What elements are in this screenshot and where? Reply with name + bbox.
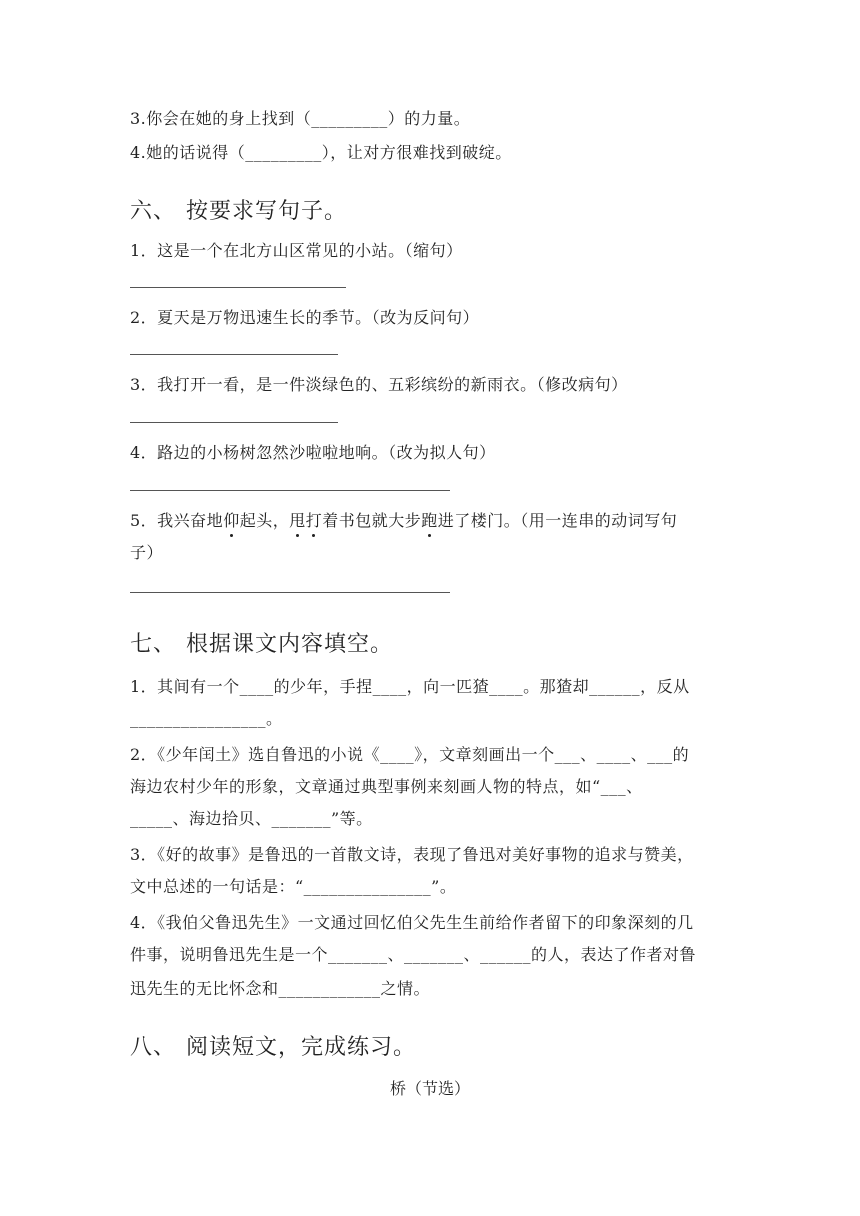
- emphasis-char: 仰: [223, 511, 240, 530]
- section-title: 按要求写句子。: [186, 199, 348, 224]
- section-title: 阅读短文，完成练习。: [186, 1035, 417, 1060]
- section-number: 七、: [130, 632, 177, 657]
- question-text: 1．这是一个在北方山区常见的小站。（缩句）: [130, 241, 463, 260]
- question-text: 4．路边的小杨树忽然沙啦啦地响。（改为拟人句）: [130, 443, 496, 462]
- section-number: 八、: [130, 1035, 177, 1060]
- question-text: _____、海边拾贝、_______”等。: [130, 809, 373, 828]
- question-text: 子）: [130, 543, 164, 562]
- emphasis-char: 甩: [289, 511, 306, 530]
- answer-line: [130, 422, 338, 423]
- answer-line: [130, 592, 450, 593]
- question-text: 迅先生的无比怀念和____________之情。: [130, 979, 431, 998]
- question-text: [130, 508, 677, 531]
- section-heading: [130, 627, 393, 658]
- section-title: 根据课文内容填空。: [186, 632, 394, 657]
- question-text: 1．其间有一个____的少年，手捏____，向一匹猹____。那猹却______，反从: [130, 677, 690, 696]
- text-segment: 5．我兴奋地: [130, 511, 224, 530]
- passage-title: 桥（节选）: [389, 1079, 470, 1098]
- question-text: 文中总述的一句话是：“_______________”。: [130, 877, 457, 896]
- answer-line: [130, 490, 450, 491]
- answer-line: [130, 354, 338, 355]
- question-text: 3.你会在她的身上找到（_________）的力量。: [130, 109, 471, 128]
- question-text: 2．《少年闰土》选自鲁迅的小说《____》，文章刻画出一个___、____、___的: [130, 745, 690, 764]
- question-text: 3．《好的故事》是鲁迅的一首散文诗，表现了鲁迅对美好事物的追求与赞美，: [130, 845, 694, 864]
- question-text: 2．夏天是万物迅速生长的季节。（改为反问句）: [130, 308, 480, 327]
- text-segment: 着书包就大步: [322, 511, 422, 530]
- question-text: 3．我打开一看，是一件淡绿色的、五彩缤纷的新雨衣。（修改病句）: [130, 375, 628, 394]
- question-text: ________________。: [130, 709, 283, 728]
- answer-line: [130, 287, 346, 288]
- question-text: 4.她的话说得（_________），让对方很难找到破绽。: [130, 143, 512, 162]
- emphasis-char: 打: [305, 511, 323, 530]
- text-segment: 起头，: [239, 511, 290, 530]
- question-text: 海边农村少年的形象，文章通过典型事例来刻画人物的特点，如“___、: [130, 777, 643, 796]
- question-text: 4．《我伯父鲁迅先生》一文通过回忆伯父先生生前给作者留下的印象深刻的几: [130, 913, 694, 932]
- section-number: 六、: [130, 199, 177, 224]
- text-segment: 进了楼门。（用一连串的动词写句: [437, 511, 678, 530]
- question-text: 件事，说明鲁迅先生是一个_______、_______、______的人，表达了作者对鲁: [130, 945, 697, 964]
- emphasis-char: 跑: [421, 511, 438, 530]
- section-heading: [130, 194, 347, 225]
- section-heading: [130, 1030, 416, 1061]
